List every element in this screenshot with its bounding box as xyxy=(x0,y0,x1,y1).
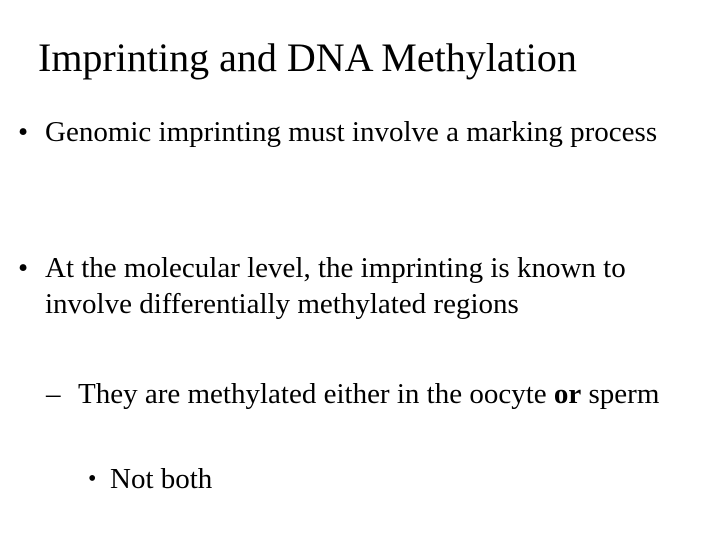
bullet-genomic-imprinting xyxy=(18,114,708,150)
sub-bullet-methylated xyxy=(46,376,711,412)
bullet-molecular-level xyxy=(18,250,708,322)
sub-sub-bullet-not-both xyxy=(88,461,688,497)
slide-title: Imprinting and DNA Methylation xyxy=(38,35,577,80)
bullet-marker: • xyxy=(18,116,29,148)
sub-bullet-marker: – xyxy=(46,378,61,410)
sub-bullet-text-before: They are methylated either in the oocyte xyxy=(78,378,554,410)
sub-sub-bullet-marker: • xyxy=(88,466,97,492)
sub-bullet-text-after: sperm xyxy=(581,378,660,410)
sub-sub-bullet-text: Not both xyxy=(110,463,213,495)
bullet-marker: • xyxy=(18,252,29,284)
bullet-text: At the molecular level, the imprinting is known to involve differentially methylated regions xyxy=(45,252,626,320)
sub-bullet-text xyxy=(46,376,711,412)
bullet-text: Genomic imprinting must involve a marking process xyxy=(45,116,658,148)
sub-bullet-emphasis: or xyxy=(553,378,582,410)
